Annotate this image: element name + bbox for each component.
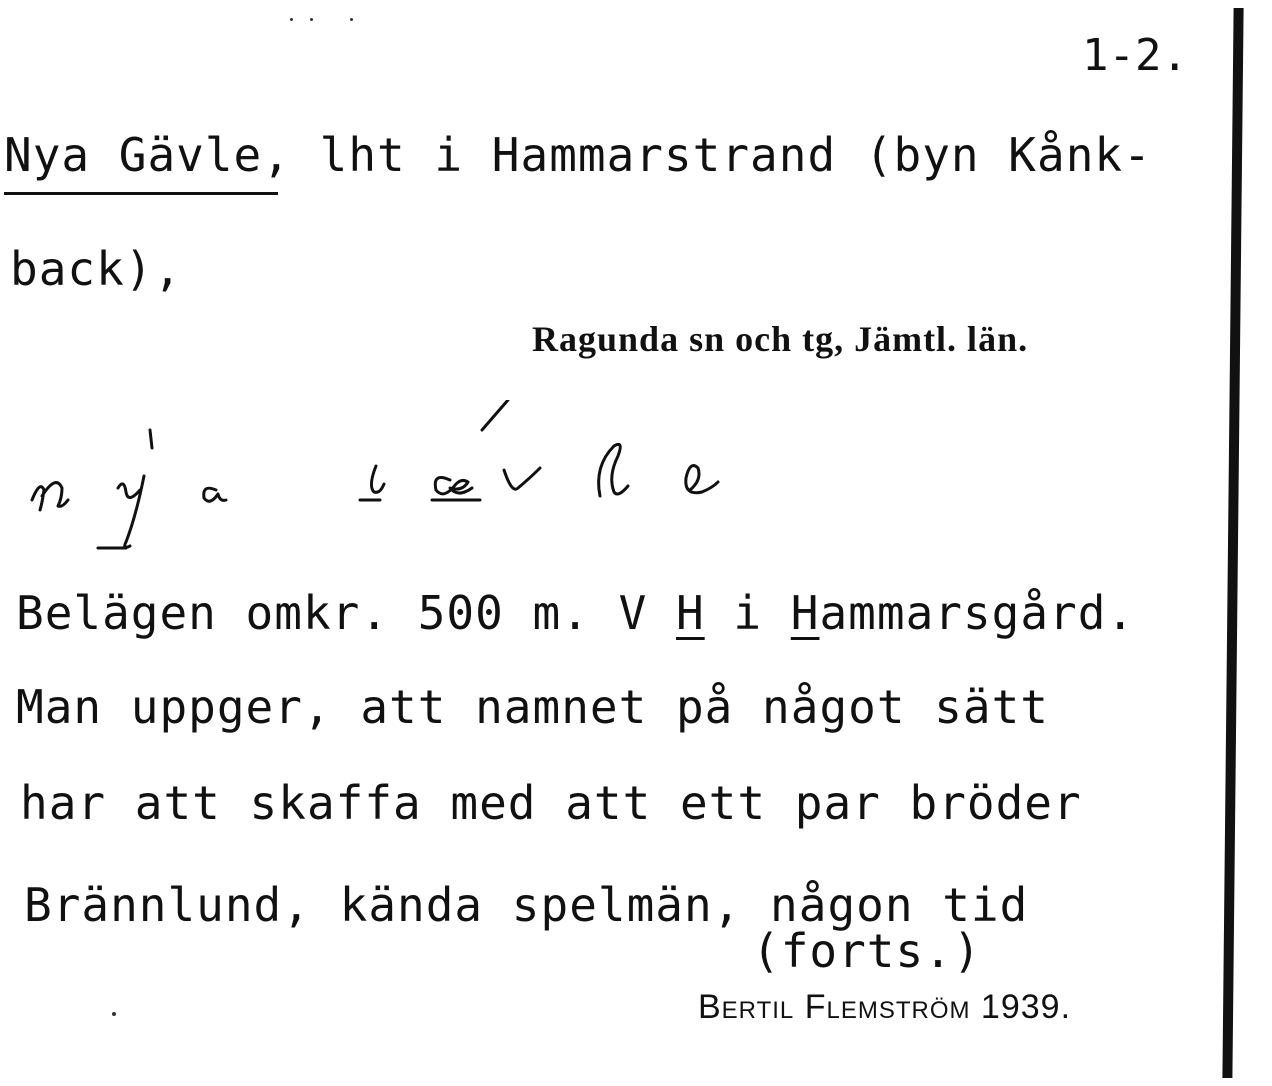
abbrev-h-underlined: H [675,586,705,640]
handwritten-phonetic-transcription [20,400,780,570]
heading-line-2: back), [10,242,183,296]
continued-note: (forts.) [752,924,982,978]
title-underline [4,192,278,195]
card-edge-line [1222,8,1243,1078]
signature-stamp: Bertil Flemström 1939. [698,988,1072,1026]
parish-stamp: Ragunda sn och tg, Jämtl. län. [532,319,1029,359]
heading-rest: , lht i Hammarstrand (byn Kånk- [262,128,1152,182]
body-line-1 [16,586,1135,640]
heading-line [4,128,1152,182]
card-number: 1-2. [1082,30,1188,81]
place-name-title: Nya Gävle [4,128,263,182]
body-line-4: Brännlund, kända spelmän, någon tid [24,878,1029,932]
body-line-3: har att skaffa med att ett par bröder [20,776,1082,830]
speck-mark [350,18,353,21]
speck-mark [112,1012,116,1016]
speck-mark [290,18,293,21]
body-line-1-part-c: i [704,586,791,640]
hammarsgard-initial-underlined: H [790,586,820,640]
body-line-1-part-e: ammarsgård. [819,586,1136,640]
body-line-1-part-a: Belägen omkr. 500 m. V [16,586,676,640]
body-line-2: Man uppger, att namnet på något sätt [16,680,1049,734]
speck-mark [310,18,313,21]
